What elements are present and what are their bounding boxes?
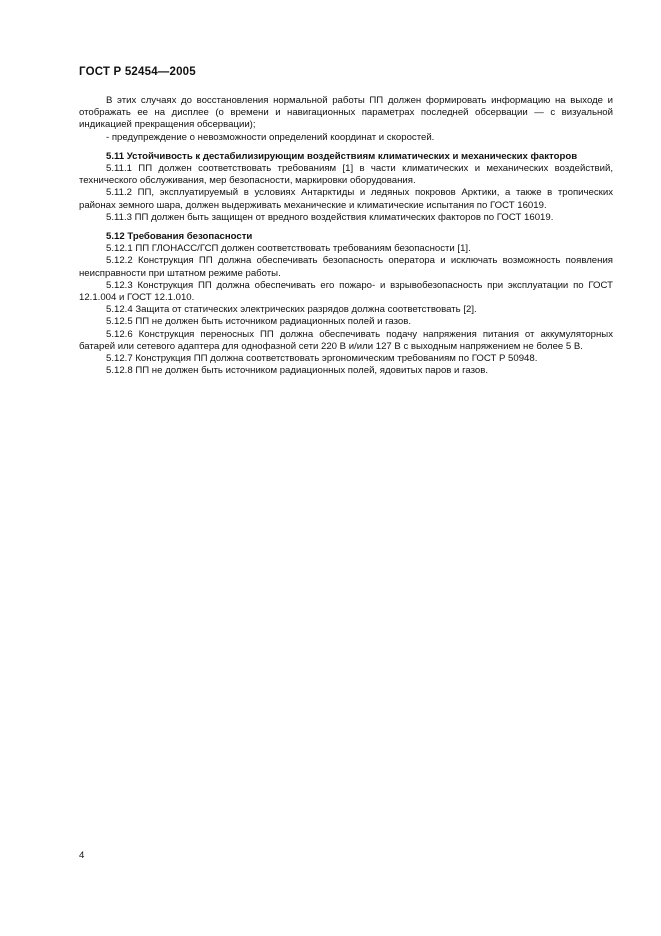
clause-5-12-1: 5.12.1 ПП ГЛОНАСС/ГСП должен соответствовать требованиям безопасности [1]. <box>106 243 471 255</box>
section-heading-5-11: 5.11 Устойчивость к дестабилизирующим воздействиям климатических и механических факторов <box>106 150 578 162</box>
clause-5-12-4: 5.12.4 Защита от статических электрических разрядов должна соответствовать [2]. <box>106 304 477 316</box>
paragraph-intro: В этих случаях до восстановления нормальной работы ПП должен формировать информацию на выходе и отображать ее на дисплее (о времени и навигационных параметрах последней обсервации — с визуальной индикацией прекращения обсервации); <box>79 95 613 131</box>
paragraph-warning-item: - предупреждение о невозможности определений координат и скоростей. <box>106 131 435 143</box>
spacer <box>79 144 613 151</box>
spacer <box>79 224 613 231</box>
clause-5-11-1: 5.11.1 ПП должен соответствовать требованиям [1] в части климатических и механических воздействий, технического обслуживания, мер безопасности, маркировки оборудования. <box>79 163 613 187</box>
clause-5-12-3: 5.12.3 Конструкция ПП должна обеспечивать его пожаро- и взрывобезопасность при эксплуатации по ГОСТ 12.1.004 и ГОСТ 12.1.010. <box>79 279 613 304</box>
clause-5-12-7: 5.12.7 Конструкция ПП должна соответствовать эргономическим требованиям по ГОСТ Р 50948. <box>106 353 538 365</box>
document-body <box>79 95 613 377</box>
clause-5-12-6: 5.12.6 Конструкция переносных ПП должна обеспечивать подачу напряжения питания от аккумуляторных батарей или сетевого адаптера для однофазной сети 220 В и/или 127 В с выходным напряжением не более 5 В. <box>79 328 613 352</box>
clause-5-11-2: 5.11.2 ПП, эксплуатируемый в условиях Антарктиды и ледяных покровов Арктики, а также в тропических районах земного шара, должен выдерживать механические и климатические испытания по ГОСТ 16019. <box>79 187 613 211</box>
section-heading-5-12: 5.12 Требования безопасности <box>106 231 253 243</box>
clause-5-12-8: 5.12.8 ПП не должен быть источником радиационных полей, ядовитых паров и газов. <box>106 365 488 377</box>
document-header: ГОСТ Р 52454—2005 <box>79 66 196 78</box>
page-number: 4 <box>79 850 85 861</box>
clause-5-12-5: 5.12.5 ПП не должен быть источником радиационных полей и газов. <box>106 316 412 328</box>
clause-5-12-2: 5.12.2 Конструкция ПП должна обеспечивать безопасность оператора и исключать возможность появления неисправности при штатном режиме работы. <box>79 255 613 279</box>
clause-5-11-3: 5.11.3 ПП должен быть защищен от вредного воздействия климатических факторов по ГОСТ 16019. <box>106 211 554 223</box>
